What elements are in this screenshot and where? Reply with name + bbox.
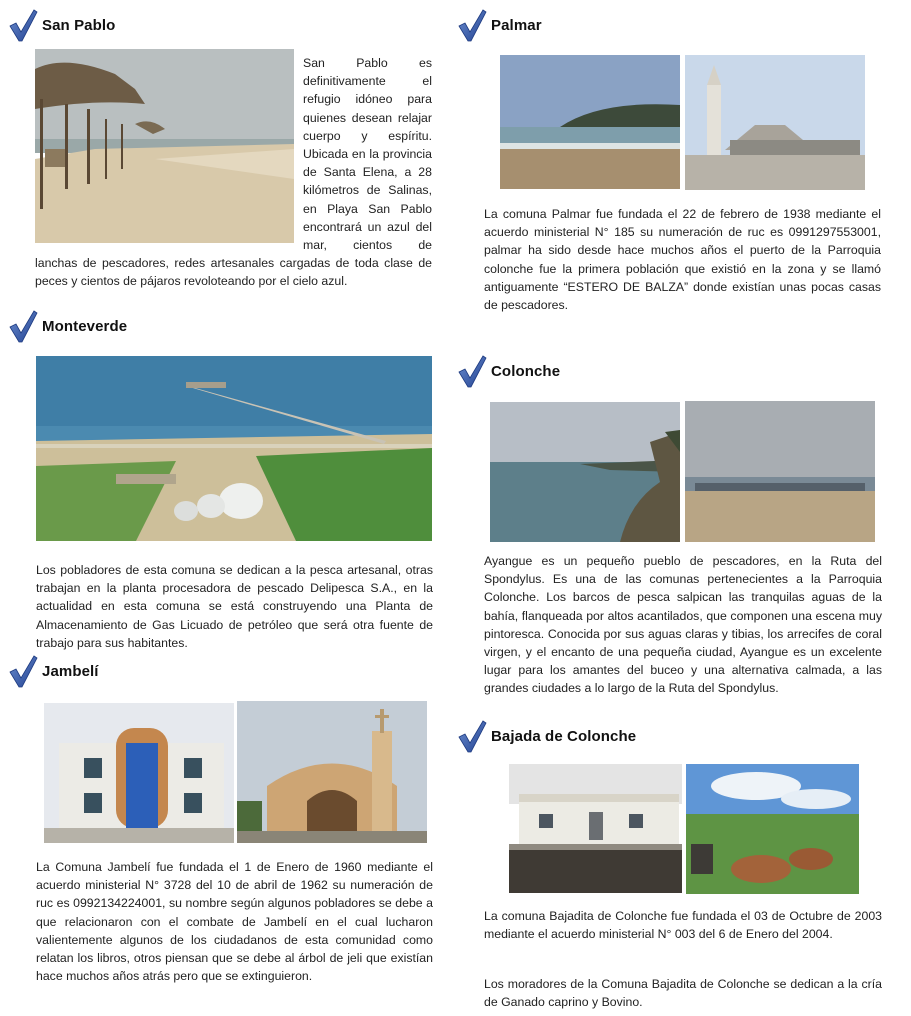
heading-bajada-de-colonche: [457, 719, 636, 753]
heading-jambeli: [8, 654, 99, 688]
palmar-church-photo: [685, 55, 865, 190]
colonche-text: Ayangue es un pequeño pueblo de pescadores, en la Ruta del Spondylus. Es una de las comunas pertenecientes a la Parroquia Colonche. Los barcos de pesca salpican las tranquilas aguas de la bahía, flanqueada por altos acantilados, que componen una escena muy pintoresca. Conocida por sus aguas claras y tibias, los arrecifes de coral virgen, y el encanto de una pequeña ciudad, Ayangue es un excelente lugar para los amantes del buceo y una alternativa calmada, a las grandes ciudades a lo largo de la Ruta del Spondylus.: [484, 554, 882, 696]
palmar-beach-photo: [500, 55, 680, 189]
checkmark-icon: [457, 354, 487, 388]
monteverde-text: Los pobladores de esta comuna se dedican a la pesca artesanal, otras trabajan en la planta procesadora de pescado Delipesca S.A., en la actualidad en esta comuna se está construyendo una Planta de Almacenamiento de Gas Licuado de petróleo que será otra fuente de trabajo para sus habitantes.: [36, 563, 433, 650]
checkmark-icon: [457, 8, 487, 42]
bajada-text-activities: Los moradores de la Comuna Bajadita de Colonche se dedican a la cría de Ganado caprino y Bovino.: [484, 977, 882, 1010]
section-title: Bajada de Colonche: [491, 727, 637, 745]
section-title: Palmar: [491, 16, 542, 34]
jambeli-text: La Comuna Jambelí fue fundada el 1 de Enero de 1960 mediante el acuerdo ministerial N° 3728 del 10 de abril de 1962 su numeración de ruc es 0992134224001, su nombre según algunos pobladores se debe a que relacionaron con el combate de Jambelí en el cual lucharon valientemente algunos de los ciudadanos de esta comunidad como relatan los libros, otros piensan que se debe al árbol de jeli que existían hace muchos años atrás pero que se extinguieron.: [36, 860, 433, 984]
section-title: San Pablo: [42, 16, 116, 34]
bajada-building-photo: [509, 764, 682, 893]
bajada-text-founding: La comuna Bajadita de Colonche fue fundada el 03 de Octubre de 2003 mediante el acuerdo ministerial N° 003 del 6 de Enero del 2004.: [484, 909, 882, 942]
section-title: Jambelí: [42, 662, 99, 680]
checkmark-icon: [8, 654, 38, 688]
checkmark-icon: [8, 309, 38, 343]
san-pablo-text: San Pablo es definitivamente el refugio idóneo para quienes desean relajar cuerpo y espíritu. Ubicada en la provincia de Santa Elena, a 28 kilómetros de Salinas, en Playa San Pablo encontrará un azul del mar, cientos de lanchas de pescadores, redes artesanales cargadas de toda clase de peces y cientos de pájaros revoloteando por el cielo azul.: [35, 56, 432, 289]
heading-palmar: [457, 8, 542, 42]
palmar-text: La comuna Palmar fue fundada el 22 de febrero de 1938 mediante el acuerdo ministerial N° 185 su numeración de ruc es 0991297553001, palmar ha sido desde hace muchos años el puerto de la Parroquia colonche fue la primera población que existió en la zona y se llamó antiguamente “ESTERO DE BALZA” donde existían unas pocas casas de pescadores.: [484, 207, 881, 313]
colonche-beach-photo: [685, 401, 875, 542]
monteverde-aerial-photo: [36, 356, 432, 541]
jambeli-church-photo: [237, 701, 427, 843]
section-title: Monteverde: [42, 317, 128, 335]
bajada-goats-photo: [686, 764, 859, 894]
heading-monteverde: [8, 309, 127, 343]
checkmark-icon: [8, 8, 38, 42]
jambeli-building-photo: [44, 703, 234, 843]
heading-colonche: [457, 354, 560, 388]
heading-san-pablo: [8, 8, 115, 42]
section-title: Colonche: [491, 362, 561, 380]
checkmark-icon: [457, 719, 487, 753]
colonche-coast-photo: [490, 402, 680, 542]
